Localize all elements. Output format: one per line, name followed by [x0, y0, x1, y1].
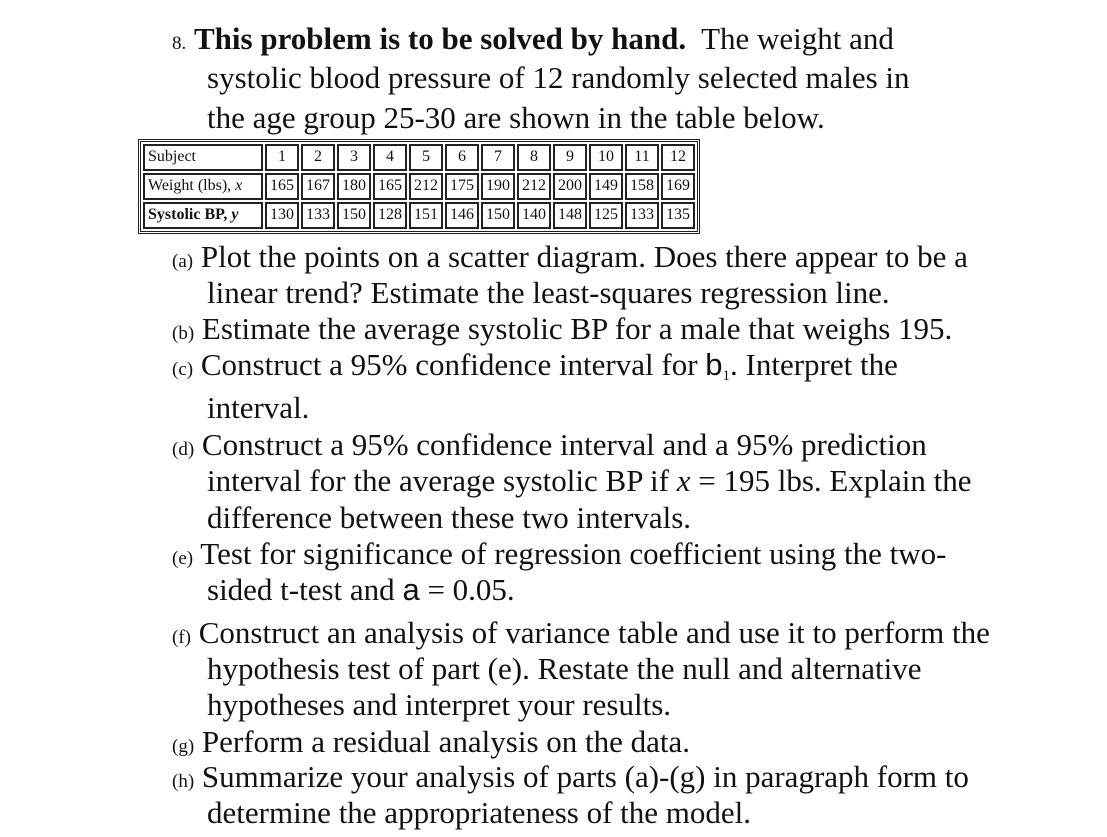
table-row-weight: [143, 173, 695, 200]
part-f-line1: [172, 615, 990, 656]
problem-number: 8.: [172, 33, 187, 54]
table-cell: 4: [373, 144, 407, 171]
table-cell: 146: [445, 202, 479, 229]
part-c-label: (c): [172, 359, 194, 380]
part-e-line2: [207, 572, 515, 608]
table-cell: 165: [373, 173, 407, 200]
part-d-text-2-post: = 195 lbs. Explain the: [698, 463, 972, 498]
table-cell: 135: [661, 202, 695, 229]
table-cell: 180: [337, 173, 371, 200]
part-h-label: (h): [172, 771, 195, 792]
table-cell: 140: [517, 202, 551, 229]
part-e-symbol: a: [402, 572, 420, 607]
table-cell: 5: [409, 144, 443, 171]
part-d-text-3: difference between these two intervals.: [207, 500, 692, 535]
table-cell: 175: [445, 173, 479, 200]
part-b-text-1: Estimate the average systolic BP for a male that weighs 195.: [201, 311, 953, 346]
row-header-systolic: Systolic BP, y: [143, 202, 263, 229]
data-table: [138, 139, 700, 234]
table-cell: 200: [553, 173, 587, 200]
part-f-text-2: hypothesis test of part (e). Restate the null and alternative: [207, 651, 922, 686]
part-a-line1: [172, 239, 968, 280]
row-header-weight: Weight (lbs), x: [143, 173, 263, 200]
table-cell: 165: [265, 173, 299, 200]
part-c-text-post: . Interpret the: [730, 347, 898, 382]
problem-intro-3: the age group 25-30 are shown in the table below.: [207, 100, 825, 135]
part-f-text-3: hypotheses and interpret your results.: [207, 687, 672, 722]
table-cell: 158: [625, 173, 659, 200]
table-cell: 10: [589, 144, 623, 171]
part-d-line1: [172, 427, 927, 468]
table-cell: 2: [301, 144, 335, 171]
part-c-symbol: b: [705, 347, 723, 382]
table-cell: 150: [337, 202, 371, 229]
part-c-text-1: Construct a 95% confidence interval for: [200, 347, 698, 382]
part-c-text-2: interval.: [207, 390, 310, 425]
part-d-var: x: [676, 463, 691, 498]
part-e-text-1: Test for significance of regression coefficient using the two-: [200, 536, 947, 571]
row-header-subject: Subject: [143, 144, 263, 171]
part-g-text-1: Perform a residual analysis on the data.: [201, 724, 691, 759]
table-cell: 128: [373, 202, 407, 229]
part-e-text-2-pre: sided t-test and: [207, 572, 395, 607]
table-cell: 6: [445, 144, 479, 171]
problem-heading-line: [172, 21, 894, 62]
table-cell: 7: [481, 144, 515, 171]
table-cell: 149: [589, 173, 623, 200]
table-cell: 169: [661, 173, 695, 200]
table-cell: 1: [265, 144, 299, 171]
table-cell: 12: [661, 144, 695, 171]
table-cell: 3: [337, 144, 371, 171]
table-cell: 11: [625, 144, 659, 171]
part-a-label: (a): [172, 251, 194, 272]
table-cell: 133: [301, 202, 335, 229]
part-h-text-2: determine the appropriateness of the model.: [207, 795, 752, 830]
part-b-line1: [172, 311, 952, 352]
part-a-text-2: linear trend? Estimate the least-squares regression line.: [207, 275, 890, 310]
table-row-systolic: [143, 202, 695, 229]
table-cell: 151: [409, 202, 443, 229]
table-cell: 130: [265, 202, 299, 229]
problem-intro-2: systolic blood pressure of 12 randomly selected males in: [207, 60, 910, 95]
table-cell: 148: [553, 202, 587, 229]
table-cell: 212: [517, 173, 551, 200]
part-f-text-1: Construct an analysis of variance table and use it to perform the: [198, 615, 990, 650]
part-h-line1: [172, 759, 969, 800]
table-row-subject: [143, 144, 695, 171]
table-cell: 212: [409, 173, 443, 200]
table-cell: 167: [301, 173, 335, 200]
table-cell: 190: [481, 173, 515, 200]
part-f-label: (f): [172, 627, 191, 648]
table-cell: 125: [589, 202, 623, 229]
part-d-text-1: Construct a 95% confidence interval and a 95% prediction: [201, 427, 927, 462]
table-cell: 133: [625, 202, 659, 229]
problem-intro-1: The weight and: [701, 21, 894, 56]
problem-title: This problem is to be solved by hand.: [194, 21, 687, 56]
part-d-label: (d): [172, 439, 195, 460]
table-cell: 8: [517, 144, 551, 171]
part-g-label: (g): [172, 736, 195, 757]
part-a-text-1: Plot the points on a scatter diagram. Does there appear to be a: [200, 239, 968, 274]
part-c-line1: [172, 347, 898, 394]
part-d-text-2-pre: interval for the average systolic BP if: [207, 463, 669, 498]
part-e-label: (e): [172, 548, 194, 569]
part-e-text-2-post: = 0.05.: [427, 572, 515, 607]
part-e-line1: [172, 536, 946, 577]
table-cell: 150: [481, 202, 515, 229]
part-b-label: (b): [172, 323, 195, 344]
table-cell: 9: [553, 144, 587, 171]
part-c-symbol-subscript: 1: [722, 368, 731, 384]
part-h-text-1: Summarize your analysis of parts (a)-(g) in paragraph form to: [201, 759, 969, 794]
part-d-line2: [207, 463, 971, 499]
